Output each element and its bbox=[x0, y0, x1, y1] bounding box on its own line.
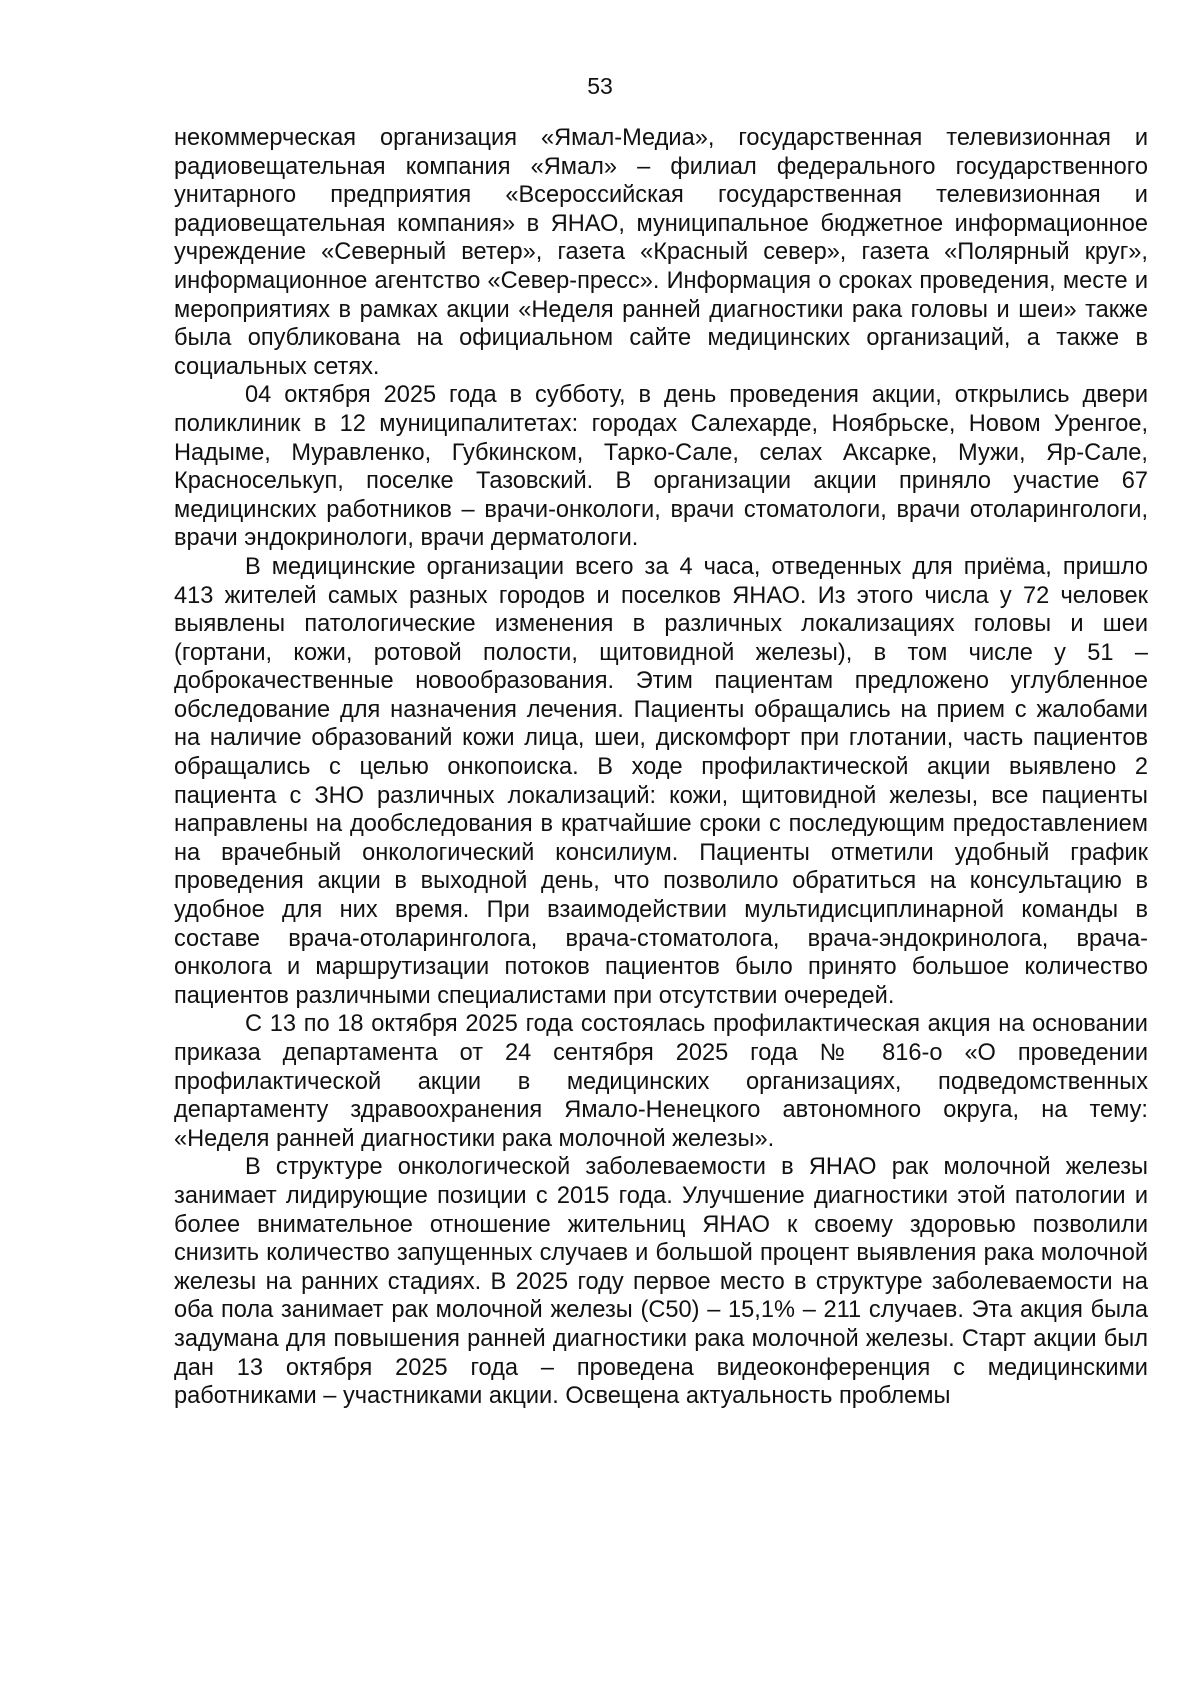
paragraph-media-outlets: некоммерческая организация «Ямал-Медиа», государственная телевизионная и радиовещательная компания «Ямал» – филиал федерального государственного унитарного предприятия «Всероссийская государственная телевизионная и радиовещательная компания» в ЯНАО, муниципальное бюджетное информационное учреждение «Северный ветер», газета «Красный север», газета «Полярный круг», информационное агентство «Север-пресс». Информация о сроках проведения, месте и мероприятиях в рамках акции «Неделя ранней диагностики рака головы и шеи» также была опубликована на официальном сайте медицинских организаций, а также в социальных сетях. bbox=[174, 125, 1148, 380]
paragraph-breast-cancer-campaign: С 13 по 18 октября 2025 года состоялась профилактическая акция на основании приказа департамента от 24 сентября 2025 года № 816-о «О проведении профилактической акции в медицинских организациях, подведомственных департаменту здравоохранения Ямало-Ненецкого автономного округа, на тему: «Неделя ранней диагностики рака молочной железы». bbox=[174, 1011, 1148, 1152]
paragraph-clinics-opened: 04 октября 2025 года в субботу, в день проведения акции, открылись двери поликлиник в 12 муниципалитетах: городах Салехарде, Ноябрьске, Новом Уренгое, Надыме, Муравленко, Губкинском, Тарко-Сале, селах Аксарке, Мужи, Яр-Сале, Красноселькуп, поселке Тазовский. В организации акции приняло участие 67 медицинских работников – врачи-онкологи, врачи стоматологи, врачи отоларингологи, врачи эндокринологи, врачи дерматологи. bbox=[174, 382, 1148, 552]
paragraph-patient-results: В медицинские организации всего за 4 часа, отведенных для приёма, пришло 413 жителей самых разных городов и поселков ЯНАО. Из этого числа у 72 человек выявлены патологические изменения в различных локализациях головы и шеи (гортани, кожи, ротовой полости, щитовидной железы), в том числе у 51 – доброкачественные новообразования. Этим пациентам предложено углубленное обследование для назначения лечения. Пациенты обращались на прием с жалобами на наличие образований кожи лица, шеи, дискомфорт при глотании, часть пациентов обращались с целью онкопоиска. В ходе профилактической акции выявлено 2 пациента с ЗНО различных локализаций: кожи, щитовидной железы, все пациенты направлены на дообследования в кратчайшие сроки с последующим предоставлением на врачебный онкологический консилиум. Пациенты отметили удобный график проведения акции в выходной день, что позволило обратиться на консультацию в удобное для них время. При взаимодействии мультидисциплинарной команды в составе врача-отоларинголога, врача-стоматолога, врача-эндокринолога, врача-онколога и маршрутизации потоков пациентов было принято большое количество пациентов различными специалистами при отсутствии очередей. bbox=[174, 553, 1148, 1009]
page-number: 53 bbox=[587, 73, 613, 99]
paragraph-breast-cancer-structure: В структуре онкологической заболеваемости в ЯНАО рак молочной железы занимает лидирующие позиции с 2015 года. Улучшение диагностики этой патологии и более внимательное отношение жительниц ЯНАО к своему здоровью позволили снизить количество запущенных случаев и большой процент выявления рака молочной железы на ранних стадиях. В 2025 году первое место в структуре заболеваемости на оба пола занимает рак молочной железы (С50) – 15,1% – 211 случаев. Эта акция была задумана для повышения ранней диагностики рака молочной железы. Старт акции был дан 13 октября 2025 года – проведена видеоконференция с медицинскими работниками – участниками акции. Освещена актуальность проблемы bbox=[174, 1154, 1148, 1410]
document-body bbox=[174, 124, 1148, 1411]
